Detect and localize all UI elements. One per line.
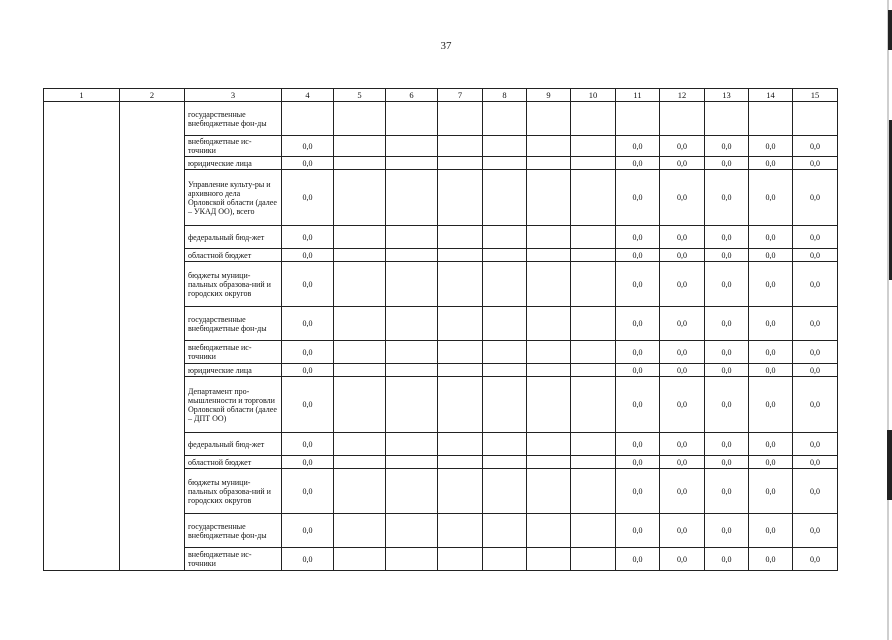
value-cell: 0,0 (793, 514, 838, 548)
value-cell: 0,0 (616, 307, 660, 341)
value-cell: 0,0 (793, 364, 838, 377)
value-cell: 0,0 (793, 136, 838, 157)
row-description: юридические лица (185, 364, 282, 377)
value-cell: 0,0 (705, 377, 749, 433)
value-cell: 0,0 (282, 548, 334, 571)
value-cell (483, 456, 527, 469)
value-cell (438, 514, 483, 548)
value-cell (571, 226, 616, 249)
value-cell (571, 377, 616, 433)
column-header: 14 (749, 89, 793, 102)
column-header: 15 (793, 89, 838, 102)
value-cell (438, 170, 483, 226)
value-cell: 0,0 (282, 307, 334, 341)
value-cell: 0,0 (705, 136, 749, 157)
budget-table (43, 88, 838, 571)
value-cell: 0,0 (616, 262, 660, 307)
value-cell (438, 157, 483, 170)
row-description: государственные внебюджетные фон-ды (185, 102, 282, 136)
value-cell (527, 469, 571, 514)
value-cell: 0,0 (749, 548, 793, 571)
value-cell (483, 433, 527, 456)
value-cell: 0,0 (660, 341, 705, 364)
value-cell: 0,0 (749, 377, 793, 433)
value-cell (386, 307, 438, 341)
value-cell (282, 102, 334, 136)
value-cell (571, 548, 616, 571)
value-cell (334, 456, 386, 469)
value-cell: 0,0 (282, 469, 334, 514)
column-header: 9 (527, 89, 571, 102)
value-cell: 0,0 (749, 157, 793, 170)
value-cell (571, 102, 616, 136)
value-cell (571, 469, 616, 514)
value-cell: 0,0 (705, 548, 749, 571)
value-cell: 0,0 (705, 262, 749, 307)
value-cell (386, 136, 438, 157)
row-description: областной бюджет (185, 249, 282, 262)
row-description: государственные внебюджетные фон-ды (185, 307, 282, 341)
value-cell (334, 262, 386, 307)
row-col1-cell (44, 102, 120, 571)
value-cell (438, 456, 483, 469)
value-cell (334, 102, 386, 136)
row-description: внебюджетные ис-точники (185, 136, 282, 157)
column-number-header-row (44, 89, 838, 102)
value-cell (571, 364, 616, 377)
value-cell (483, 262, 527, 307)
row-description: федеральный бюд-жет (185, 433, 282, 456)
value-cell: 0,0 (660, 170, 705, 226)
value-cell: 0,0 (749, 170, 793, 226)
value-cell: 0,0 (282, 157, 334, 170)
value-cell: 0,0 (282, 456, 334, 469)
value-cell: 0,0 (660, 136, 705, 157)
value-cell (386, 433, 438, 456)
value-cell (527, 341, 571, 364)
value-cell (386, 102, 438, 136)
value-cell: 0,0 (749, 456, 793, 469)
value-cell: 0,0 (705, 514, 749, 548)
value-cell (483, 170, 527, 226)
value-cell: 0,0 (705, 249, 749, 262)
value-cell (438, 136, 483, 157)
value-cell: 0,0 (616, 249, 660, 262)
value-cell: 0,0 (749, 249, 793, 262)
value-cell (527, 433, 571, 456)
row-description: юридические лица (185, 157, 282, 170)
value-cell (571, 157, 616, 170)
value-cell (334, 364, 386, 377)
value-cell (483, 157, 527, 170)
value-cell (571, 456, 616, 469)
value-cell (334, 548, 386, 571)
value-cell (483, 341, 527, 364)
value-cell (386, 249, 438, 262)
value-cell: 0,0 (660, 307, 705, 341)
value-cell (386, 514, 438, 548)
value-cell (334, 469, 386, 514)
value-cell (527, 170, 571, 226)
value-cell (386, 364, 438, 377)
value-cell (660, 102, 705, 136)
value-cell: 0,0 (705, 456, 749, 469)
value-cell (483, 136, 527, 157)
value-cell (483, 226, 527, 249)
value-cell: 0,0 (793, 377, 838, 433)
table-body (44, 102, 838, 571)
value-cell: 0,0 (660, 157, 705, 170)
value-cell: 0,0 (660, 262, 705, 307)
column-header: 8 (483, 89, 527, 102)
row-description: бюджеты муници-пальных образова-ний и городских округов (185, 262, 282, 307)
value-cell (527, 307, 571, 341)
value-cell (438, 262, 483, 307)
value-cell (705, 102, 749, 136)
value-cell: 0,0 (660, 364, 705, 377)
value-cell (616, 102, 660, 136)
value-cell: 0,0 (282, 377, 334, 433)
column-header: 6 (386, 89, 438, 102)
value-cell: 0,0 (705, 170, 749, 226)
value-cell (483, 514, 527, 548)
row-description: Департамент про-мышленности и торговли Орловской области (далее – ДПТ ОО) (185, 377, 282, 433)
value-cell: 0,0 (282, 136, 334, 157)
value-cell (438, 102, 483, 136)
value-cell (571, 170, 616, 226)
value-cell: 0,0 (705, 226, 749, 249)
value-cell (483, 249, 527, 262)
scan-mark (887, 430, 892, 500)
column-header: 13 (705, 89, 749, 102)
value-cell (527, 226, 571, 249)
value-cell (386, 469, 438, 514)
value-cell (527, 548, 571, 571)
value-cell: 0,0 (660, 469, 705, 514)
value-cell (483, 364, 527, 377)
value-cell (438, 364, 483, 377)
value-cell (527, 456, 571, 469)
value-cell: 0,0 (616, 157, 660, 170)
value-cell: 0,0 (282, 226, 334, 249)
column-header: 2 (120, 89, 185, 102)
value-cell (483, 548, 527, 571)
value-cell: 0,0 (793, 548, 838, 571)
row-description: внебюджетные ис-точники (185, 548, 282, 571)
column-header: 12 (660, 89, 705, 102)
value-cell (438, 377, 483, 433)
value-cell: 0,0 (282, 341, 334, 364)
table-row (44, 102, 838, 136)
value-cell: 0,0 (616, 170, 660, 226)
value-cell: 0,0 (616, 433, 660, 456)
value-cell: 0,0 (705, 433, 749, 456)
column-header: 4 (282, 89, 334, 102)
value-cell (438, 226, 483, 249)
value-cell (527, 157, 571, 170)
value-cell (527, 364, 571, 377)
row-col2-cell (120, 102, 185, 571)
column-header: 1 (44, 89, 120, 102)
value-cell: 0,0 (660, 456, 705, 469)
value-cell: 0,0 (616, 341, 660, 364)
value-cell (571, 307, 616, 341)
value-cell: 0,0 (282, 514, 334, 548)
value-cell: 0,0 (749, 433, 793, 456)
value-cell: 0,0 (660, 377, 705, 433)
value-cell: 0,0 (660, 548, 705, 571)
value-cell (571, 341, 616, 364)
value-cell (483, 102, 527, 136)
value-cell (386, 262, 438, 307)
value-cell (334, 249, 386, 262)
value-cell: 0,0 (749, 514, 793, 548)
value-cell: 0,0 (749, 136, 793, 157)
value-cell: 0,0 (616, 226, 660, 249)
value-cell (386, 226, 438, 249)
value-cell (483, 377, 527, 433)
value-cell: 0,0 (749, 469, 793, 514)
value-cell (438, 249, 483, 262)
column-header: 10 (571, 89, 616, 102)
value-cell (334, 307, 386, 341)
row-description: государственные внебюджетные фон-ды (185, 514, 282, 548)
value-cell: 0,0 (793, 341, 838, 364)
value-cell (386, 157, 438, 170)
value-cell: 0,0 (616, 469, 660, 514)
value-cell (438, 433, 483, 456)
value-cell (571, 433, 616, 456)
value-cell (386, 341, 438, 364)
value-cell (334, 341, 386, 364)
value-cell: 0,0 (282, 170, 334, 226)
column-header: 11 (616, 89, 660, 102)
value-cell: 0,0 (793, 157, 838, 170)
column-header: 3 (185, 89, 282, 102)
value-cell: 0,0 (705, 341, 749, 364)
value-cell (334, 377, 386, 433)
value-cell (334, 136, 386, 157)
value-cell (527, 102, 571, 136)
column-header: 5 (334, 89, 386, 102)
value-cell (386, 377, 438, 433)
value-cell (571, 262, 616, 307)
value-cell: 0,0 (616, 456, 660, 469)
value-cell (527, 514, 571, 548)
value-cell: 0,0 (749, 226, 793, 249)
value-cell (749, 102, 793, 136)
value-cell: 0,0 (793, 170, 838, 226)
value-cell (438, 548, 483, 571)
value-cell: 0,0 (616, 548, 660, 571)
value-cell (527, 377, 571, 433)
value-cell: 0,0 (616, 514, 660, 548)
value-cell: 0,0 (660, 433, 705, 456)
value-cell: 0,0 (749, 262, 793, 307)
value-cell: 0,0 (793, 433, 838, 456)
value-cell: 0,0 (282, 249, 334, 262)
value-cell: 0,0 (749, 341, 793, 364)
value-cell (571, 136, 616, 157)
value-cell (527, 249, 571, 262)
value-cell: 0,0 (793, 262, 838, 307)
value-cell: 0,0 (282, 433, 334, 456)
value-cell: 0,0 (793, 226, 838, 249)
value-cell: 0,0 (616, 136, 660, 157)
value-cell (334, 157, 386, 170)
value-cell (386, 548, 438, 571)
value-cell (527, 262, 571, 307)
row-description: внебюджетные ис-точники (185, 341, 282, 364)
row-description: федеральный бюд-жет (185, 226, 282, 249)
value-cell: 0,0 (793, 456, 838, 469)
value-cell (483, 307, 527, 341)
value-cell: 0,0 (660, 514, 705, 548)
scan-edge-artifact (887, 0, 889, 640)
value-cell: 0,0 (749, 364, 793, 377)
value-cell (527, 136, 571, 157)
value-cell: 0,0 (282, 262, 334, 307)
value-cell: 0,0 (705, 307, 749, 341)
value-cell (438, 341, 483, 364)
value-cell: 0,0 (616, 364, 660, 377)
value-cell: 0,0 (749, 307, 793, 341)
scan-mark (888, 10, 892, 50)
value-cell: 0,0 (705, 364, 749, 377)
column-header: 7 (438, 89, 483, 102)
page-number: 37 (440, 40, 452, 52)
value-cell (438, 469, 483, 514)
row-description: бюджеты муници-пальных образова-ний и городских округов (185, 469, 282, 514)
value-cell: 0,0 (793, 249, 838, 262)
value-cell: 0,0 (793, 469, 838, 514)
value-cell (438, 307, 483, 341)
value-cell (571, 514, 616, 548)
value-cell: 0,0 (793, 307, 838, 341)
value-cell (386, 170, 438, 226)
value-cell: 0,0 (616, 377, 660, 433)
value-cell: 0,0 (705, 157, 749, 170)
row-description: областной бюджет (185, 456, 282, 469)
value-cell (386, 456, 438, 469)
value-cell: 0,0 (660, 249, 705, 262)
value-cell (334, 514, 386, 548)
value-cell: 0,0 (282, 364, 334, 377)
value-cell: 0,0 (705, 469, 749, 514)
value-cell (571, 249, 616, 262)
value-cell (793, 102, 838, 136)
value-cell: 0,0 (660, 226, 705, 249)
value-cell (334, 226, 386, 249)
value-cell (483, 469, 527, 514)
value-cell (334, 433, 386, 456)
value-cell (334, 170, 386, 226)
row-description: Управление культу-ры и архивного дела Орловской области (далее – УКАД ОО), всего (185, 170, 282, 226)
